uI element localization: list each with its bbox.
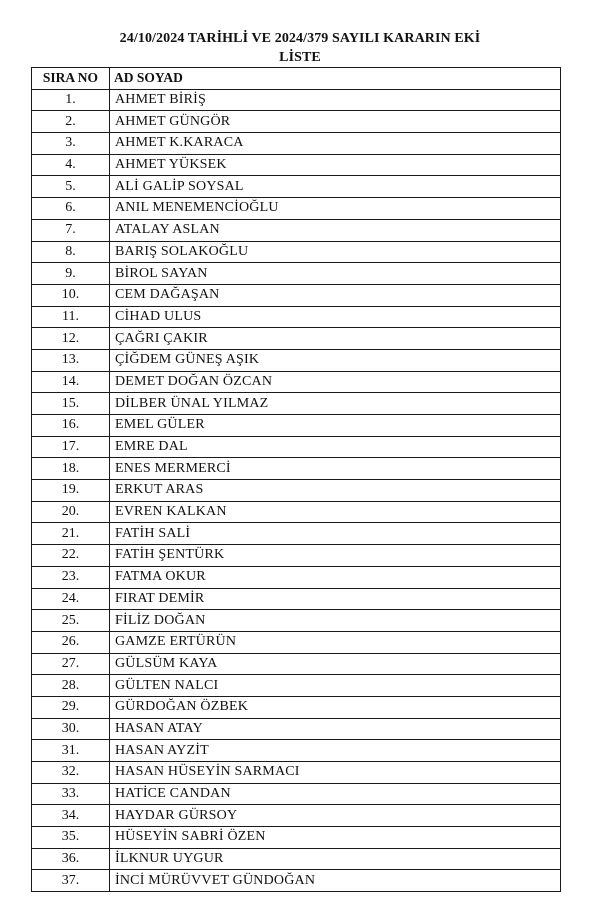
person-name: HATİCE CANDAN xyxy=(110,783,561,805)
row-number: 13. xyxy=(32,349,110,371)
row-number: 14. xyxy=(32,371,110,393)
table-row xyxy=(32,718,561,740)
person-name: EMEL GÜLER xyxy=(110,415,561,437)
table-row xyxy=(32,349,561,371)
table-row xyxy=(32,740,561,762)
person-name: İLKNUR UYGUR xyxy=(110,848,561,870)
table-row xyxy=(32,848,561,870)
row-number: 8. xyxy=(32,241,110,263)
row-number: 15. xyxy=(32,393,110,415)
person-name: CİHAD ULUS xyxy=(110,306,561,328)
row-number: 27. xyxy=(32,653,110,675)
person-name: ANIL MENEMENCİOĞLU xyxy=(110,198,561,220)
row-number: 12. xyxy=(32,328,110,350)
person-name: BARIŞ SOLAKOĞLU xyxy=(110,241,561,263)
row-number: 20. xyxy=(32,501,110,523)
person-name: HÜSEYİN SABRİ ÖZEN xyxy=(110,827,561,849)
row-number: 3. xyxy=(32,133,110,155)
person-name: BİROL SAYAN xyxy=(110,263,561,285)
person-name: GÜLTEN NALCI xyxy=(110,675,561,697)
person-name: GÜLSÜM KAYA xyxy=(110,653,561,675)
table-row xyxy=(32,111,561,133)
table-row xyxy=(32,653,561,675)
person-name: ALİ GALİP SOYSAL xyxy=(110,176,561,198)
person-name: ERKUT ARAS xyxy=(110,480,561,502)
table-row xyxy=(32,631,561,653)
table-row xyxy=(32,827,561,849)
table-row xyxy=(32,501,561,523)
person-name: GAMZE ERTÜRÜN xyxy=(110,631,561,653)
table-row xyxy=(32,566,561,588)
table-row xyxy=(32,263,561,285)
row-number: 35. xyxy=(32,827,110,849)
table-row xyxy=(32,198,561,220)
table-row xyxy=(32,545,561,567)
table-row xyxy=(32,219,561,241)
row-number: 33. xyxy=(32,783,110,805)
row-number: 9. xyxy=(32,263,110,285)
person-name: ÇAĞRI ÇAKIR xyxy=(110,328,561,350)
person-name: HASAN AYZİT xyxy=(110,740,561,762)
row-number: 6. xyxy=(32,198,110,220)
table-row xyxy=(32,588,561,610)
column-header-ad-soyad: AD SOYAD xyxy=(110,68,561,90)
row-number: 37. xyxy=(32,870,110,892)
table-row xyxy=(32,371,561,393)
table-row xyxy=(32,133,561,155)
table-row xyxy=(32,523,561,545)
person-name: FİLİZ DOĞAN xyxy=(110,610,561,632)
table-row xyxy=(32,762,561,784)
person-name: FATİH ŞENTÜRK xyxy=(110,545,561,567)
table-row xyxy=(32,154,561,176)
table-row xyxy=(32,696,561,718)
person-name: ENES MERMERCİ xyxy=(110,458,561,480)
person-name: İNCİ MÜRÜVVET GÜNDOĞAN xyxy=(110,870,561,892)
person-name: AHMET BİRİŞ xyxy=(110,89,561,111)
person-name: HASAN ATAY xyxy=(110,718,561,740)
row-number: 25. xyxy=(32,610,110,632)
table-row xyxy=(32,458,561,480)
row-number: 29. xyxy=(32,696,110,718)
person-name: GÜRDOĞAN ÖZBEK xyxy=(110,696,561,718)
table-row xyxy=(32,870,561,892)
table-row xyxy=(32,610,561,632)
row-number: 5. xyxy=(32,176,110,198)
table-row xyxy=(32,436,561,458)
table-row xyxy=(32,176,561,198)
person-name: AHMET GÜNGÖR xyxy=(110,111,561,133)
document-title: 24/10/2024 TARİHLİ VE 2024/379 SAYILI KARARIN EKİ xyxy=(119,31,481,46)
person-name: HAYDAR GÜRSOY xyxy=(110,805,561,827)
table-row xyxy=(32,480,561,502)
row-number: 19. xyxy=(32,480,110,502)
table-row xyxy=(32,393,561,415)
row-number: 4. xyxy=(32,154,110,176)
row-number: 16. xyxy=(32,415,110,437)
table-row xyxy=(32,675,561,697)
row-number: 30. xyxy=(32,718,110,740)
row-number: 11. xyxy=(32,306,110,328)
person-name: EVREN KALKAN xyxy=(110,501,561,523)
row-number: 21. xyxy=(32,523,110,545)
person-name: FATMA OKUR xyxy=(110,566,561,588)
table-row xyxy=(32,241,561,263)
table-row xyxy=(32,328,561,350)
table-row xyxy=(32,783,561,805)
document-subtitle: LİSTE xyxy=(279,50,321,65)
name-list-table xyxy=(31,67,561,892)
table-row xyxy=(32,306,561,328)
person-name: AHMET YÜKSEK xyxy=(110,154,561,176)
person-name: FIRAT DEMİR xyxy=(110,588,561,610)
column-header-sira-no: SIRA NO xyxy=(32,68,110,90)
row-number: 31. xyxy=(32,740,110,762)
row-number: 7. xyxy=(32,219,110,241)
table-row xyxy=(32,415,561,437)
row-number: 22. xyxy=(32,545,110,567)
row-number: 10. xyxy=(32,284,110,306)
row-number: 28. xyxy=(32,675,110,697)
row-number: 24. xyxy=(32,588,110,610)
row-number: 34. xyxy=(32,805,110,827)
table-row xyxy=(32,805,561,827)
table-body xyxy=(32,89,561,891)
person-name: ATALAY ASLAN xyxy=(110,219,561,241)
person-name: ÇİĞDEM GÜNEŞ AŞIK xyxy=(110,349,561,371)
person-name: DEMET DOĞAN ÖZCAN xyxy=(110,371,561,393)
row-number: 32. xyxy=(32,762,110,784)
row-number: 26. xyxy=(32,631,110,653)
row-number: 23. xyxy=(32,566,110,588)
row-number: 17. xyxy=(32,436,110,458)
person-name: FATİH SALİ xyxy=(110,523,561,545)
person-name: DİLBER ÜNAL YILMAZ xyxy=(110,393,561,415)
row-number: 36. xyxy=(32,848,110,870)
person-name: HASAN HÜSEYİN SARMACI xyxy=(110,762,561,784)
table-row xyxy=(32,284,561,306)
person-name: EMRE DAL xyxy=(110,436,561,458)
row-number: 18. xyxy=(32,458,110,480)
person-name: AHMET K.KARACA xyxy=(110,133,561,155)
person-name: CEM DAĞAŞAN xyxy=(110,284,561,306)
table-row xyxy=(32,89,561,111)
table-header-row xyxy=(32,68,561,90)
row-number: 1. xyxy=(32,89,110,111)
row-number: 2. xyxy=(32,111,110,133)
